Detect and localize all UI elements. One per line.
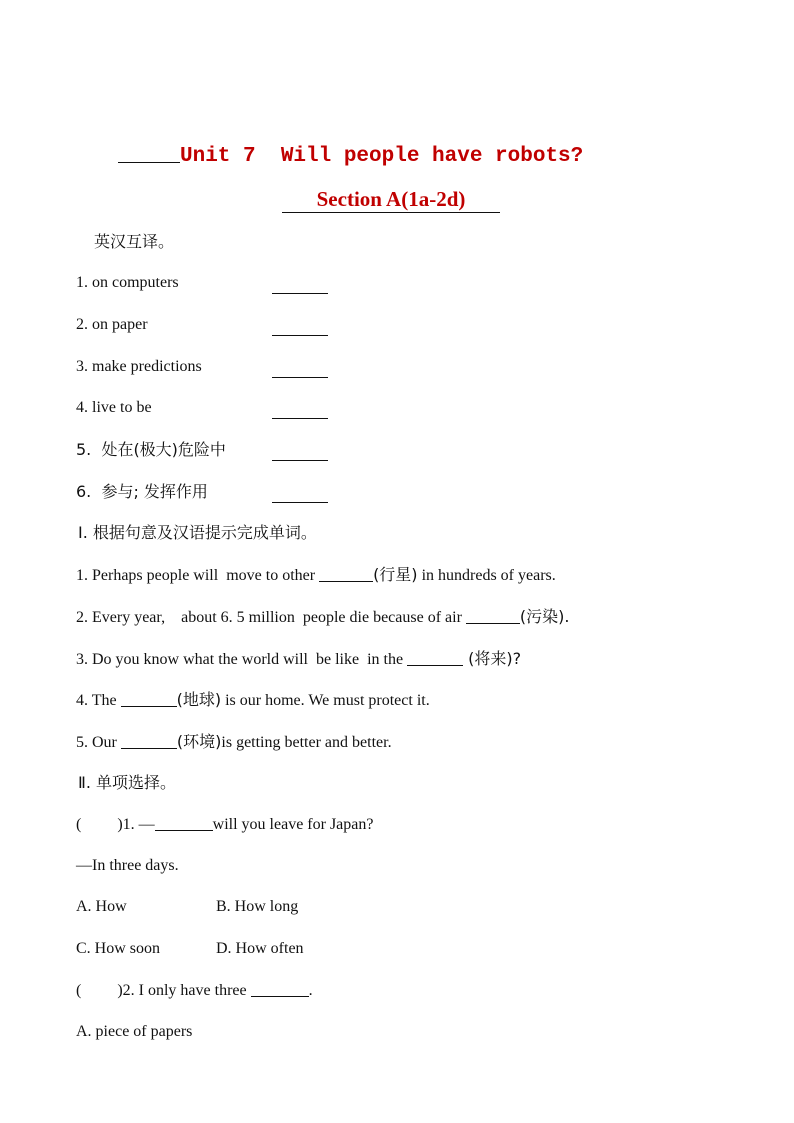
q1-option-d: D. How often — [216, 940, 304, 957]
part1-blank-3[interactable] — [407, 649, 463, 666]
part1-item-2-hint: (污染). — [519, 607, 570, 626]
q2-stem-after: . — [308, 982, 313, 999]
unit-title-text: Unit 7 Will people have robots? — [180, 145, 584, 168]
part0-item-6: 6. 参与; 发挥作用 — [76, 482, 208, 501]
part1-instruction: Ⅰ. 根据句意及汉语提示完成单词。 — [78, 523, 317, 542]
q1-option-a: A. How — [76, 898, 127, 915]
part1-item-3-hint: (将来)? — [463, 649, 522, 668]
part1-blank-5[interactable] — [121, 732, 177, 749]
answer-blank-4[interactable] — [272, 400, 328, 419]
part0-instruction: 英汉互译。 — [94, 232, 175, 251]
part1-item-3 — [76, 648, 521, 671]
answer-blank-1[interactable] — [272, 275, 328, 294]
part1-item-1 — [76, 564, 556, 587]
q1-option-c: C. How soon — [76, 940, 161, 957]
part1-item-1-hint: (行星) — [373, 565, 418, 584]
q1-stem — [76, 814, 373, 836]
part1-item-1-after: in hundreds of years. — [417, 567, 556, 584]
q2-stem — [76, 980, 313, 1002]
part1-blank-2[interactable] — [466, 607, 520, 624]
q1-option-b: B. How long — [216, 898, 299, 915]
section-title: Section A(1a-2d) — [282, 186, 500, 213]
part1-item-1-before: 1. Perhaps people will move to other — [76, 567, 320, 584]
part1-item-2-before: 2. Every year, about 6. 5 million people die because of air — [76, 609, 466, 626]
part1-item-4-hint: (地球) — [176, 690, 222, 709]
part1-item-3-before: 3. Do you know what the world will be like in the — [76, 651, 408, 668]
q2-stem-before: ( )2. I only have three — [76, 982, 251, 999]
q1-stem-after: will you leave for Japan? — [212, 816, 374, 833]
part1-item-5 — [76, 731, 392, 754]
q1-blank[interactable] — [155, 814, 213, 831]
part1-item-5-after: is getting better and better. — [221, 734, 392, 751]
part1-item-5-before: 5. Our — [76, 734, 121, 751]
answer-blank-3[interactable] — [272, 359, 328, 378]
answer-blank-2[interactable] — [272, 317, 328, 336]
part0-item-3: 3. make predictions — [76, 358, 202, 375]
q2-blank[interactable] — [251, 980, 309, 997]
part0-item-2: 2. on paper — [76, 316, 148, 333]
part1-item-4-after: is our home. We must protect it. — [221, 692, 430, 709]
part2-instruction: Ⅱ. 单项选择。 — [78, 773, 177, 792]
part1-blank-4[interactable] — [121, 690, 177, 707]
part0-item-4: 4. live to be — [76, 399, 152, 416]
part1-item-4-before: 4. The — [76, 692, 121, 709]
part1-item-4 — [76, 689, 430, 712]
title-blank — [118, 146, 180, 163]
part1-item-2 — [76, 606, 569, 629]
q2-option-a: A. piece of papers — [76, 1023, 193, 1040]
answer-blank-6[interactable] — [272, 484, 328, 503]
answer-blank-5[interactable] — [272, 442, 328, 461]
q1-stem-before: ( )1. — — [76, 816, 155, 833]
part1-blank-1[interactable] — [319, 565, 373, 582]
part0-item-5: 5. 处在(极大)危险中 — [76, 440, 226, 459]
part0-item-1: 1. on computers — [76, 274, 179, 291]
unit-title — [118, 145, 583, 168]
part1-item-5-hint: (环境) — [176, 732, 222, 751]
q1-answer-line: —In three days. — [76, 857, 179, 874]
